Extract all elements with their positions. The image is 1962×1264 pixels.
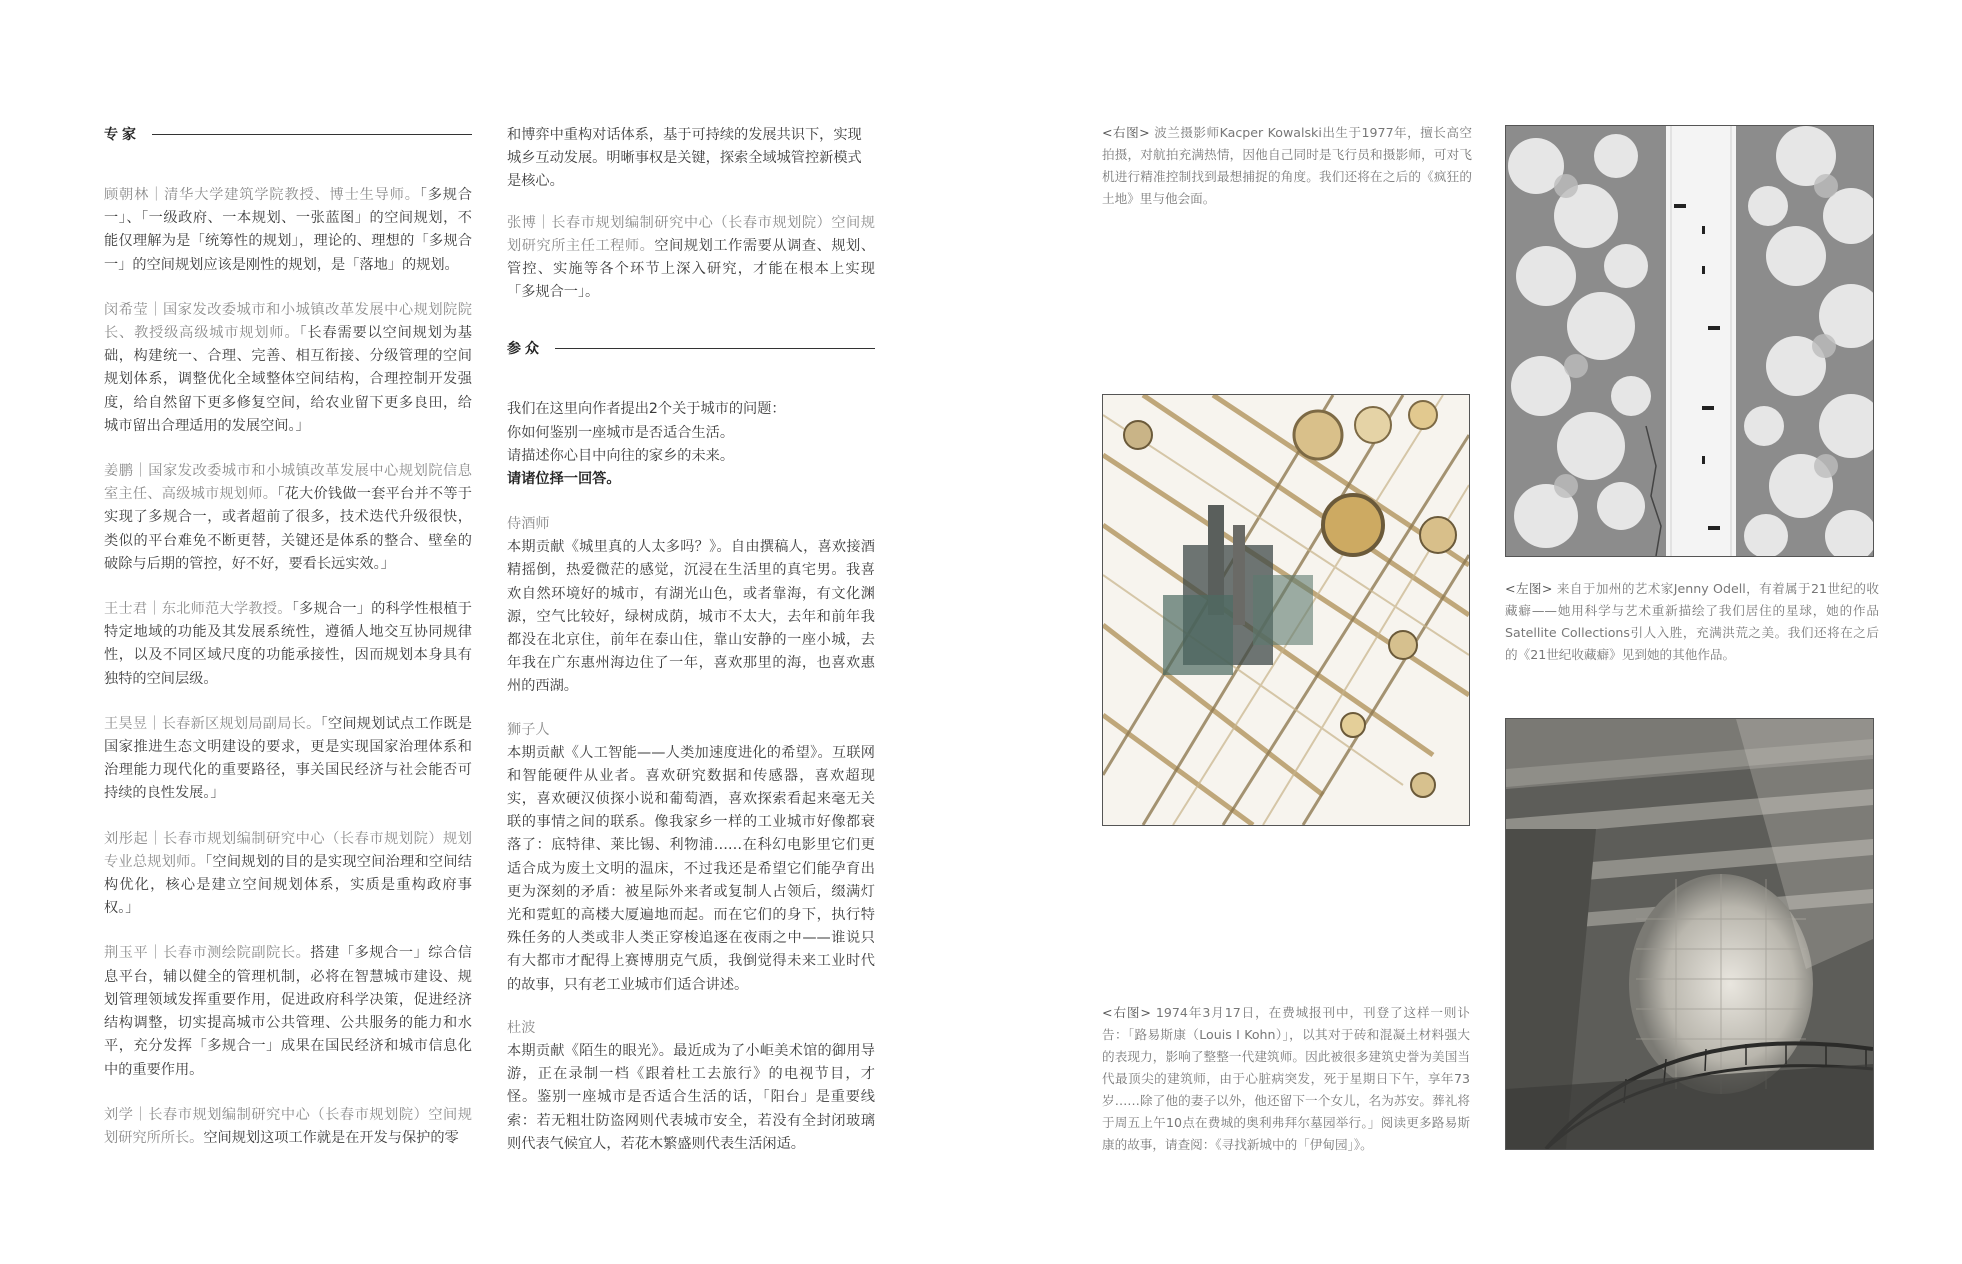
participant-name: 杜波 — [507, 1019, 536, 1036]
expert-name: 闵希莹｜国家发改委城市和小城镇改革发展中心规划院院长、教授级高级城市规划师。 — [104, 301, 472, 342]
expert-quote: 「长春需要以空间规划为基础，构建统一、合理、完善、相互衔接、分级管理的空间规划体系，调整优化全域整体空间结构，合理控制开发强度，给自然留下更多修复空间，给农业留下更多良田，给城市留出合理适用的发展空间。」 — [104, 325, 472, 434]
expert-name: 荆玉平｜长春市测绘院副院长。 — [104, 945, 311, 962]
expert-entry — [104, 713, 472, 806]
caption-text: 1974年3月17日，在费城报刊中，刊登了这样一则讣告：「路易斯康（Louis I Kohn）」，以其对于砖和混凝土材料强大的表现力，影响了整整一代建筑师。因此被很多建筑史誉为美国当代最顶尖的建筑师，由于心脏病突发，死于星期日下午，享年73岁……除了他的妻子以外，他还留下一个女儿，名为苏安。葬礼将于周五上午10点在费城的奥利弗拜尔墓园举行。」阅读更多路易斯康的故事，请查阅：《寻找新城中的「伊甸园」》。 — [1102, 1005, 1471, 1152]
participant-entry — [507, 719, 875, 997]
experts-heading — [104, 124, 472, 144]
expert-quote: 搭建「多规合一」综合信息平台，辅以健全的管理机制，必将在智慧城市建设、规划管理领域发挥重要作用，促进政府科学决策，促进经济结构调整，切实提高城市公共管理、公共服务的能力和水平，充分发挥「多规合一」成果在国民经济和城市信息化中的重要作用。 — [104, 945, 472, 1078]
expert-quote: 「空间规划试点工作既是国家推进生态文明建设的要求，更是实现国家治理体系和治理能力现代化的重要路径，事关国民经济与社会能否可持续的良性发展。」 — [104, 715, 472, 802]
participant-answer: 本期贡献《人工智能——人类加速度进化的希望》。互联网和智能硬件从业者。喜欢研究数据和传感器，喜欢超现实，喜欢硬汉侦探小说和葡萄酒，喜欢探索看起来毫无关联的事情之间的联系。像我家乡一样的工业城市好像都衰落了：底特律、莱比锡、利物浦……在科幻电影里它们更适合成为废土文明的温床，不过我还是希望它们能孕育出更为深刻的矛盾：被星际外来者或复制人占领后，缀满灯光和霓虹的高楼大厦遍地而起。而在它们的身下，执行特殊任务的人类或非人类正穿梭追逐在夜雨之中——谁说只有大都市才配得上赛博朋克气质，我倒觉得未来工业时代的故事，只有老工业城市们适合讲述。 — [507, 744, 875, 993]
caption-right-bottom — [1102, 1002, 1470, 1156]
participant-name: 侍酒师 — [507, 516, 550, 533]
caption-tag: <左图> — [1505, 581, 1553, 596]
participant-entry — [507, 513, 875, 698]
participant-answer: 本期贡献《城里真的人太多吗？》。自由撰稿人，喜欢接酒精摇倒，热爱微茫的感觉，沉浸在生活里的真宅男。我喜欢自然环境好的城市，有湖光山色，或者靠海，有文化渊源，空气比较好，绿树成荫，城市不太大，去年和前年我都没在北京住，前年在泰山住，靠山安静的一座小城，去年我在广东惠州海边住了一年，喜欢那里的海，也喜欢惠州的西湖。 — [507, 539, 875, 695]
expert-name: 姜鹏｜国家发改委城市和小城镇改革发展中心规划院信息室主任、高级城市规划师。 — [104, 463, 472, 503]
expert-name: 刘彤起｜长春市规划编制研究中心（长春市规划院）规划专业总规划师。 — [104, 830, 472, 870]
participants-heading-label: 参众 — [507, 341, 543, 358]
participant-entry — [507, 1017, 875, 1156]
caption-left-mid — [1505, 578, 1879, 666]
experts-heading-label: 专家 — [104, 127, 140, 143]
intro-line: 我们在这里向作者提出2个关于城市的问题： — [507, 401, 786, 418]
expert-name: 王昊昱｜长春新区规划局副局长。 — [104, 715, 321, 732]
expert-entry — [104, 598, 472, 691]
intro-bold-line: 请诸位择一回答。 — [507, 471, 621, 488]
caption-tag: <右图> — [1102, 1005, 1151, 1020]
expert-quote: 「多规合一」、「一级政府、一本规划、一张蓝图」的空间规划，不能仅理解为是「统筹性的规划」，理论的、理想的「多规合一」的空间规划应该是刚性的规划，是「落地」的规划。 — [104, 187, 472, 273]
expert-entry — [104, 1104, 472, 1150]
expert-entry — [104, 299, 472, 438]
expert-entry — [104, 942, 472, 1081]
expert-name: 张博｜长春市规划编制研究中心（长春市规划院）空间规划研究所主任工程师。 — [507, 214, 875, 254]
caption-text: 波兰摄影师Kacper Kowalski出生于1977年，擅长高空拍摄，对航拍充满热情，因他自己同时是飞行员和摄影师，可对飞机进行精准控制找到最想捕捉的角度。我们还将在之后的《疯狂的土地》里与他会面。 — [1102, 125, 1473, 206]
expert-quote: 「多规合一」的科学性根植于特定地域的功能及其发展系统性，遵循人地交互协同规律性，以及不同区域尺度的功能承接性，因而规划本身具有独特的空间层级。 — [104, 601, 472, 687]
expert-quote: 「花大价钱做一套平台并不等于实现了多规合一，或者超前了很多，技术迭代升级很快，类似的平台难免不断更替，关键还是体系的整合、壁垒的破除与后期的管控，好不好，要看长远实效。」 — [104, 486, 472, 572]
industrial-collage-image — [1102, 394, 1470, 826]
participant-name: 狮子人 — [507, 721, 550, 738]
expert-entry-zhangbo — [507, 212, 875, 305]
experts-list — [104, 184, 472, 1150]
intro-line: 你如何鉴别一座城市是否适合生活。 — [507, 424, 735, 441]
snow-forest-aerial-image — [1505, 125, 1874, 557]
participants-heading-rule — [555, 348, 875, 349]
questions-intro — [507, 398, 875, 491]
experts-heading-rule — [152, 134, 472, 135]
expert-entry — [104, 184, 472, 277]
expert-name: 顾朝林｜清华大学建筑学院教授、博士生导师。 — [104, 187, 420, 203]
caption-text: 来自于加州的艺术家Jenny Odell，有着属于21世纪的收藏癖——她用科学与艺术重新描绘了我们居住的星球，她的作品Satellite Collections引人入胜，充满洪荒之美。我们还将在之后的《21世纪收藏癖》见到她的其他作品。 — [1505, 581, 1880, 662]
expert-name: 刘学｜长春市规划编制研究中心（长春市规划院）空间规划研究所所长。 — [104, 1106, 472, 1146]
participants-heading — [507, 338, 875, 358]
expert-entry — [104, 460, 472, 576]
participants-list — [507, 513, 875, 1156]
expert-entry — [104, 828, 472, 921]
caption-tag: <右图> — [1102, 125, 1150, 140]
expert-name: 王士君｜东北师范大学教授。 — [104, 601, 292, 618]
kahn-concrete-interior-image — [1505, 718, 1874, 1150]
caption-right-top — [1102, 122, 1472, 210]
expert-quote: 空间规划工作需要从调查、规划、管控、实施等各个环节上深入研究，才能在根本上实现「多规合一」。 — [507, 237, 875, 301]
intro-line: 请描述你心目中向往的家乡的未来。 — [507, 447, 735, 464]
participant-answer: 本期贡献《陌生的眼光》。最近成为了小岠美术馆的御用导游，正在录制一档《跟着杜工去旅行》的电视节目，才怪。鉴别一座城市是否适合生活的话，「阳台」是重要线索：若无粗壮防盗网则代表城市安全，若没有全封闭玻璃则代表气候宜人，若花木繁盛则代表生活闲适。 — [507, 1042, 875, 1152]
expert-quote: 空间规划这项工作就是在开发与保护的零 — [203, 1129, 459, 1146]
experts-column — [104, 124, 472, 1172]
participants-column — [507, 124, 875, 1176]
expert-quote: 「空间规划的目的是实现空间治理和空间结构优化，核心是建立空间规划体系，实质是重构政府事权。」 — [104, 853, 472, 917]
expert-continuation: 和博弈中重构对话体系，基于可持续的发展共识下，实现城乡互动发展。明晰事权是关键，探索全域城管控新模式是核心。 — [507, 127, 862, 190]
